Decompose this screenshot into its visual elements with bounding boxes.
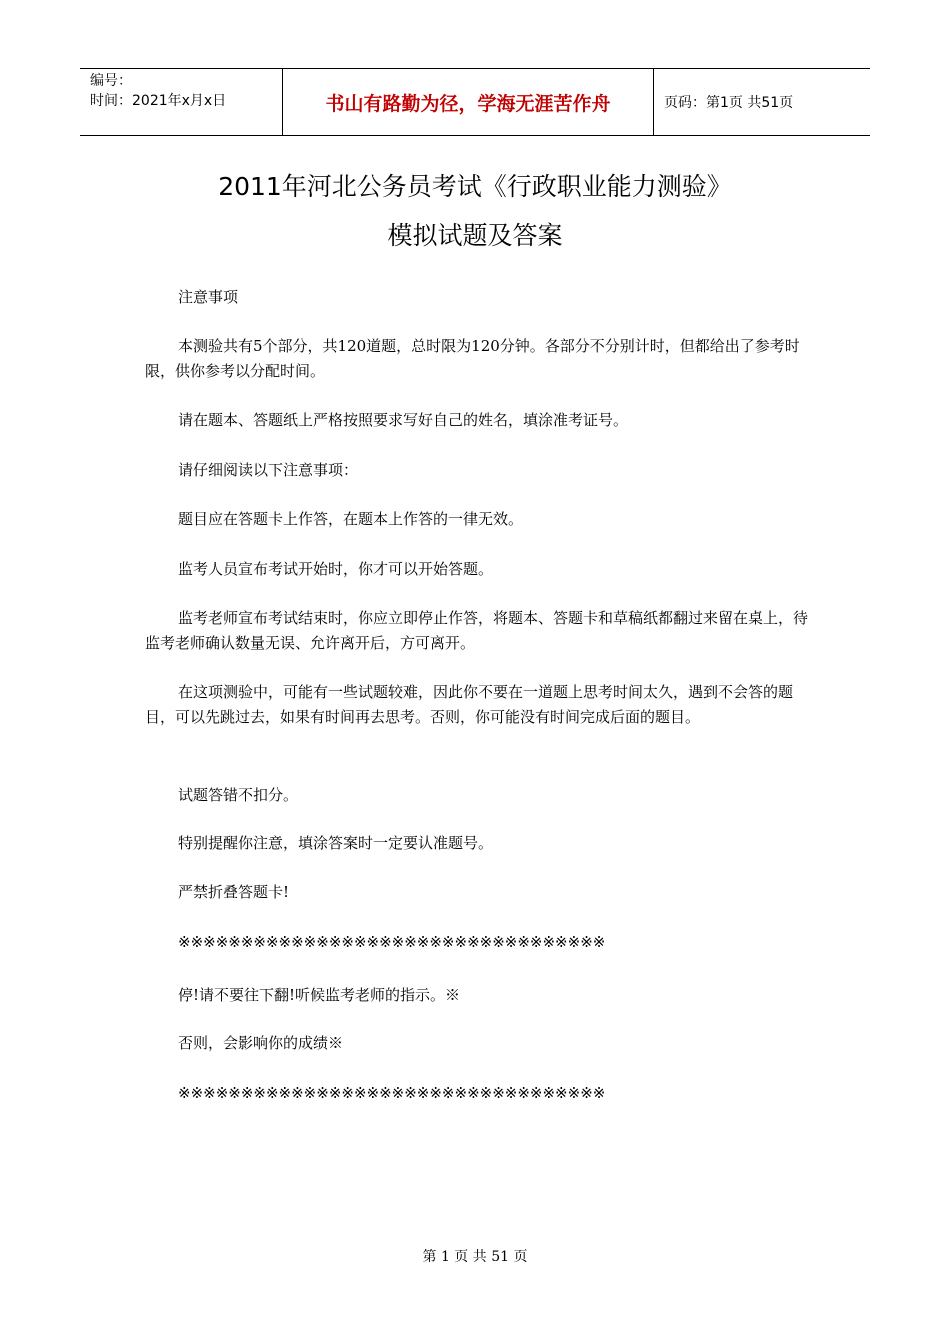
paragraph-start-exam: 监考人员宣布考试开始时，你才可以开始答题。 bbox=[178, 560, 494, 578]
paragraph-end-exam: 监考老师宣布考试结束时，你应立即停止作答，将题本、答题卡和草稿纸都翻过来留在桌上，待监考老师确认数量无误、允许离开后，方可离开。 bbox=[145, 609, 809, 652]
paragraph-test-overview: 本测验共有5个部分，共120道题，总时限为120分钟。各部分不分别计时，但都给出了参考时限，供你参考以分配时间。 bbox=[145, 337, 800, 380]
header-meta bbox=[80, 69, 282, 135]
page-footer: 第 1 页 共 51 页 bbox=[422, 1249, 528, 1265]
paragraph-no-folding: 严禁折叠答题卡! bbox=[178, 883, 290, 901]
paragraph-notice-heading: 注意事项 bbox=[178, 288, 239, 306]
page-header bbox=[80, 68, 870, 136]
paragraph-check-number: 特别提醒你注意，填涂答案时一定要认准题号。 bbox=[178, 834, 494, 852]
separator-line-top: ※※※※※※※※※※※※※※※※※※※※※※※※※※※※※※※※※※ bbox=[178, 933, 606, 951]
paragraph-no-penalty: 试题答错不扣分。 bbox=[178, 786, 299, 804]
time-label: 时间：2021年x月x日 bbox=[90, 93, 227, 109]
header-motto: 书山有路勤为径，学海无涯苦作舟 bbox=[282, 69, 654, 135]
paragraph-read-notices: 请仔细阅读以下注意事项： bbox=[178, 461, 359, 479]
number-label: 编号： bbox=[90, 73, 132, 89]
paragraph-difficult-questions: 在这项测验中，可能有一些试题较难，因此你不要在一道题上思考时间太久，遇到不会答的题目，可以先跳过去，如果有时间再去思考。否则，你可能没有时间完成后面的题目。 bbox=[145, 683, 794, 726]
separator-line-bottom: ※※※※※※※※※※※※※※※※※※※※※※※※※※※※※※※※※※ bbox=[178, 1084, 606, 1102]
paragraph-score-warning: 否则，会影响你的成绩※ bbox=[178, 1034, 344, 1052]
paragraph-fill-name: 请在题本、答题纸上严格按照要求写好自己的姓名，填涂准考证号。 bbox=[178, 411, 629, 429]
paragraph-answer-on-card: 题目应在答题卡上作答，在题本上作答的一律无效。 bbox=[178, 510, 524, 528]
document-title-line1: 2011年河北公务员考试《行政职业能力测验》 bbox=[218, 172, 732, 201]
document-title-line2: 模拟试题及答案 bbox=[387, 221, 563, 250]
paragraph-stop-notice: 停!请不要往下翻!听候监考老师的指示。※ bbox=[178, 986, 461, 1004]
header-page-info: 页码：第1页 共51页 bbox=[664, 95, 794, 111]
